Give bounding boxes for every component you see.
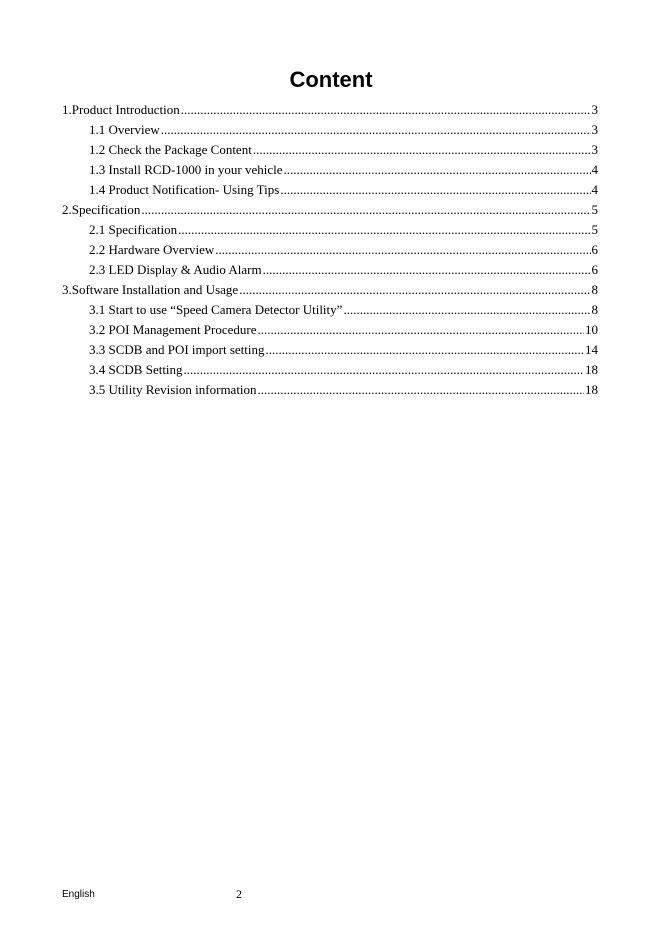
toc-entry-page: 4: [591, 162, 598, 177]
toc-entry[interactable]: [62, 280, 598, 300]
page-title: Content: [289, 67, 373, 92]
toc-entry-label: 3.Software Installation and Usage: [62, 282, 239, 297]
toc-entry-label: 3.1 Start to use “Speed Camera Detector Utility”: [89, 302, 343, 317]
toc-dot-leader: [141, 200, 590, 220]
toc-entry-page: 8: [591, 282, 598, 297]
toc-entry-page: 8: [591, 302, 598, 317]
toc-entry[interactable]: [62, 380, 598, 400]
toc-dot-leader: [266, 340, 584, 360]
toc-entry-label: 2.3 LED Display & Audio Alarm: [89, 262, 262, 277]
toc-entry-page: 5: [591, 202, 598, 217]
toc-entry[interactable]: [62, 140, 598, 160]
toc-dot-leader: [258, 380, 584, 400]
toc-entry-label: 1.2 Check the Package Content: [89, 142, 252, 157]
toc-entry[interactable]: [62, 240, 598, 260]
toc-dot-leader: [181, 100, 591, 120]
toc-entry-page: 3: [591, 142, 598, 157]
toc-dot-leader: [284, 160, 591, 180]
toc-entry[interactable]: [62, 200, 598, 220]
toc-entry[interactable]: [62, 160, 598, 180]
footer-page-number: 2: [236, 887, 242, 901]
toc-entry-label: 2.1 Specification: [89, 222, 178, 237]
toc-entry-label: 3.2 POI Management Procedure: [89, 322, 257, 337]
toc-entry[interactable]: [62, 100, 598, 120]
toc-entry[interactable]: [62, 340, 598, 360]
footer-language: English: [62, 889, 95, 900]
toc-entry-page: 18: [585, 382, 598, 397]
toc-dot-leader: [184, 360, 584, 380]
toc-entry-label: 2.2 Hardware Overview: [89, 242, 215, 257]
toc-dot-leader: [215, 240, 590, 260]
toc-entry-label: 3.4 SCDB Setting: [89, 362, 183, 377]
toc-entry-page: 18: [585, 362, 598, 377]
toc-entry-page: 3: [591, 102, 598, 117]
toc-dot-leader: [343, 300, 590, 320]
toc-entry-label: 1.1 Overview: [89, 122, 160, 137]
toc-entry-page: 14: [585, 342, 598, 357]
toc-entry[interactable]: [62, 260, 598, 280]
toc-entry-page: 6: [591, 242, 598, 257]
toc-dot-leader: [253, 140, 591, 160]
toc-entry[interactable]: [62, 220, 598, 240]
toc-entry[interactable]: [62, 120, 598, 140]
toc-entry[interactable]: [62, 300, 598, 320]
toc-entry-label: 3.5 Utility Revision information: [89, 382, 257, 397]
toc-entry-label: 3.3 SCDB and POI import setting: [89, 342, 265, 357]
toc-entry-page: 5: [591, 222, 598, 237]
table-of-contents: [62, 100, 598, 400]
toc-entry[interactable]: [62, 360, 598, 380]
toc-entry-label: 1.4 Product Notification- Using Tips: [89, 182, 280, 197]
toc-dot-leader: [239, 280, 590, 300]
toc-dot-leader: [161, 120, 591, 140]
toc-entry-page: 4: [591, 182, 598, 197]
toc-dot-leader: [178, 220, 590, 240]
toc-entry[interactable]: [62, 320, 598, 340]
toc-dot-leader: [258, 320, 584, 340]
toc-entry-page: 3: [591, 122, 598, 137]
toc-entry-page: 10: [585, 322, 598, 337]
toc-entry-label: 1.3 Install RCD-1000 in your vehicle: [89, 162, 283, 177]
toc-entry[interactable]: [62, 180, 598, 200]
toc-dot-leader: [263, 260, 591, 280]
toc-dot-leader: [280, 180, 590, 200]
toc-entry-label: 2.Specification: [62, 202, 141, 217]
toc-entry-page: 6: [591, 262, 598, 277]
toc-entry-label: 1.Product Introduction: [62, 102, 180, 117]
